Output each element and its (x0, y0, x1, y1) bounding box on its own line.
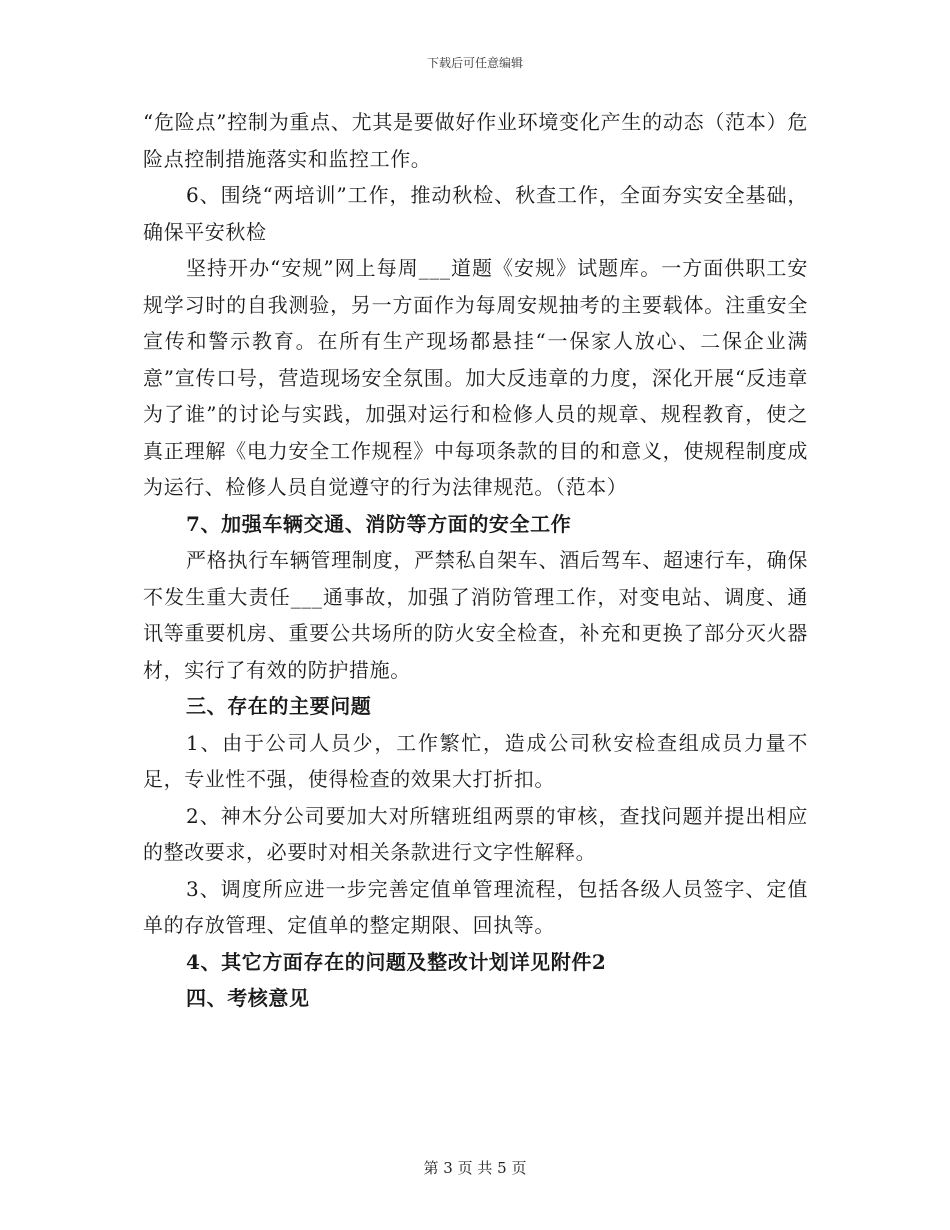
paragraph-problem-2: 2、神木分公司要加大对所辖班组两票的审核，查找问题并提出相应的整改要求，必要时对相关条款进行文字性解释。 (143, 803, 808, 864)
paragraph-item-6: 6、围绕“两培训”工作，推动秋检、秋查工作，全面夯实安全基础，确保平安秋检 (143, 183, 808, 244)
paragraph-safety-rules-training: 坚持开办“安规”网上每周___道题《安规》试题库。一方面供职工安规学习时的自我测验，另一方面作为每周安规抽考的主要载体。注重安全宣传和警示教育。在所有生产现场都悬挂“一保家人放心、二保企业满意”宣传口号，营造现场安全氛围。加大反违章的力度，深化开展“反违章为了谁”的讨论与实践，加强对运行和检修人员的规章、规程教育，使之真正理解《电力安全工作规程》中每项条款的目的和意义，使规程制度成为运行、检修人员自觉遵守的行为法律规范。（范本） (143, 256, 808, 499)
document-body (143, 104, 808, 1017)
paragraph-problem-1: 1、由于公司人员少，工作繁忙，造成公司秋安检查组成员力量不足，专业性不强，使得检查的效果大打折扣。 (143, 730, 808, 791)
page-header: 下载后可任意编辑 (426, 56, 523, 70)
heading-problem-4: 4、其它方面存在的问题及整改计划详见附件2 (186, 949, 607, 974)
page-footer: 第 3 页 共 5 页 (423, 1159, 527, 1177)
paragraph-danger-point-control: “危险点”控制为重点、尤其是要做好作业环境变化产生的动态（范本）危险点控制措施落实和监控工作。 (143, 110, 808, 171)
paragraph-vehicle-fire-safety: 严格执行车辆管理制度，严禁私自架车、酒后驾车、超速行车，确保不发生重大责任___通事故，加强了消防管理工作，对变电站、调度、通讯等重要机房、重要公共场所的防火安全检查，补充和更换了部分灭火器材，实行了有效的防护措施。 (143, 548, 808, 682)
section-heading-3: 三、存在的主要问题 (186, 694, 372, 718)
paragraph-problem-3: 3、调度所应进一步完善定值单管理流程，包括各级人员签字、定值单的存放管理、定值单的整定期限、回执等。 (143, 876, 808, 937)
section-heading-4: 四、考核意见 (186, 986, 310, 1010)
heading-item-7: 7、加强车辆交通、消防等方面的安全工作 (186, 511, 572, 536)
